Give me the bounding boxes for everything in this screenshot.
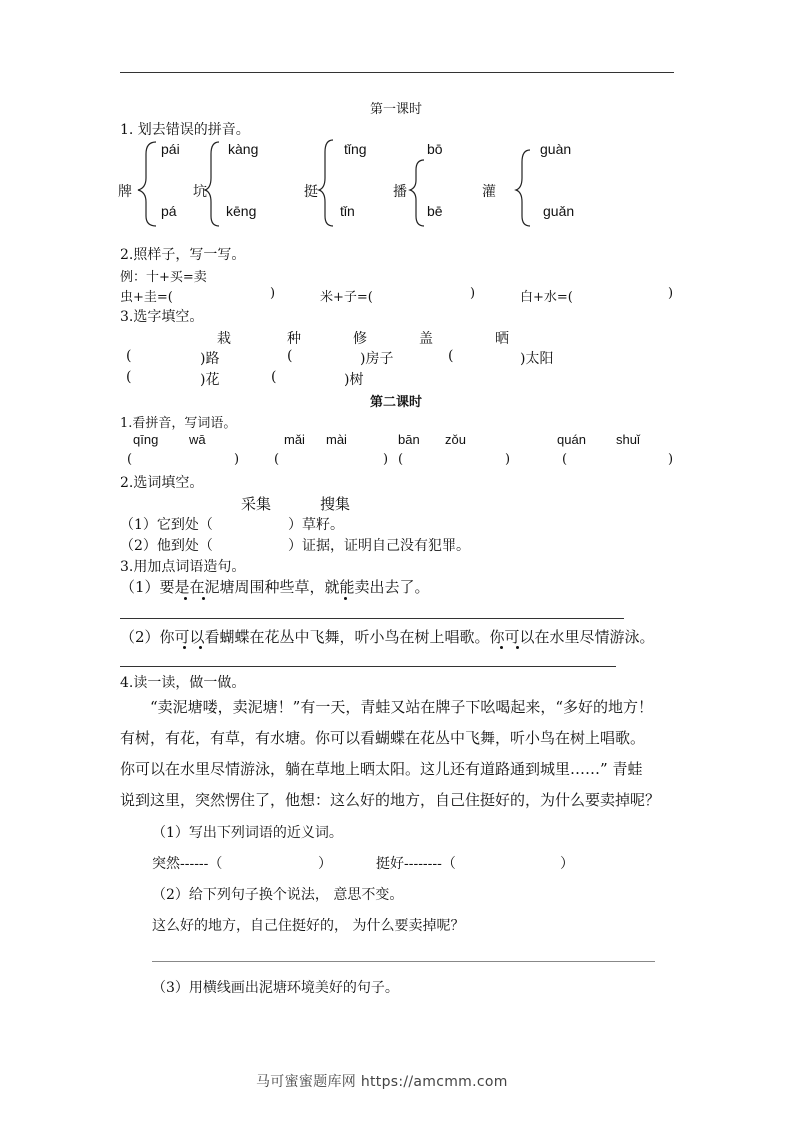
q3-char-gai: 盖 [419, 331, 433, 347]
q4-sub2: （2）给下列句子换个说法， 意思不变。 [152, 887, 404, 903]
q2-item1-close: ) [270, 286, 276, 301]
emphasis-dot-jiu [344, 597, 347, 600]
l2q1-close3: ) [505, 452, 511, 467]
answer-line-3 [152, 961, 655, 962]
answer-line-1 [120, 618, 624, 619]
l2q1-open4: ( [562, 452, 568, 467]
pinyin-ting-bottom: tǐn [340, 203, 355, 219]
char-ting: 挺 [304, 184, 318, 200]
l2q2-s2-a: （2）他到处（ [120, 538, 213, 554]
word-souji: 搜集 [320, 495, 351, 513]
q2-item3-open: 白+水=( [520, 290, 573, 305]
l2q1-open1: ( [127, 452, 133, 467]
emphasis-dot-ke2 [500, 646, 503, 649]
lesson1-title: 第一课时 [370, 102, 423, 117]
q3-r2-shu: )树 [344, 372, 364, 388]
pinyin-qing: qīng [133, 432, 159, 447]
q3-r1-lu: )路 [200, 351, 220, 367]
l2q1-close2: ) [383, 452, 389, 467]
pinyin-ban: bān [398, 432, 420, 447]
q3-r1-open3: ( [448, 348, 454, 364]
l2q3-sentence1: （1）要是在泥塘周围种些草，就能卖出去了。 [120, 578, 430, 596]
q3-r1-open1: ( [126, 348, 132, 364]
l2q1-close1: ) [234, 452, 240, 467]
char-guan: 灌 [482, 184, 496, 200]
pinyin-pai-top: pái [161, 141, 180, 157]
l2-q3-prompt: 3.用加点词语造句。 [120, 559, 246, 575]
brace-pai [138, 142, 156, 226]
l2q3-sentence2: （2）你可以看蝴蝶在花丛中飞舞，听小鸟在树上唱歌。你可以在水里尽情游泳。 [120, 628, 655, 646]
q4-sentence: 这么好的地方，自己住挺好的， 为什么要卖掉呢？ [152, 918, 465, 934]
pinyin-keng-bottom: kēng [226, 203, 257, 219]
pinyin-keng-top: kàng [228, 141, 259, 157]
syn-tinghao-close: ） [560, 856, 574, 872]
q3-r1-fangzi: )房子 [360, 351, 394, 367]
q3-char-zhong: 种 [287, 331, 301, 347]
l2-q2-prompt: 2.选词填空。 [120, 475, 204, 491]
l2-q1-prompt: 1.看拼音，写词语。 [120, 416, 237, 431]
pinyin-guan-bottom: guǎn [543, 203, 575, 219]
pinyin-pai-bottom: pá [161, 203, 177, 219]
brace-guan [516, 150, 530, 226]
lesson2-title: 第二课时 [370, 395, 423, 410]
pinyin-zou: zǒu [445, 432, 466, 447]
syn-turan: 突然------（ [152, 856, 223, 872]
char-keng: 坑 [193, 184, 207, 200]
emphasis-dot-yi1 [199, 646, 202, 649]
q4-sub3: （3）用横线画出泥塘环境美好的句子。 [152, 980, 399, 996]
pinyin-shui: shuǐ [616, 432, 640, 447]
q3-r2-open1: ( [126, 369, 132, 385]
pinyin-wa: wā [189, 432, 206, 447]
l2q1-open2: ( [274, 452, 280, 467]
emphasis-dot-ke1 [183, 646, 186, 649]
syn-turan-close: ） [318, 856, 332, 872]
answer-line-2 [120, 666, 616, 667]
q2-item3-close: ) [668, 286, 674, 301]
site-footer: 马可蜜蜜题库网 https://amcmm.com [256, 1074, 508, 1090]
passage-line-4: 说到这里，突然愣住了，他想：这么好的地方，自己住挺好的，为什么要卖掉呢？ [120, 791, 661, 809]
pinyin-braces [0, 0, 793, 240]
q3-r1-taiyang: )太阳 [520, 351, 554, 367]
q3-char-zai: 栽 [217, 331, 231, 347]
l2q2-s2-b: ）证据，证明自己没有犯罪。 [288, 538, 470, 554]
q3-r1-open2: ( [287, 348, 293, 364]
q2-item1-open: 虫+圭=( [120, 290, 173, 305]
pinyin-ting-top: tǐng [344, 141, 367, 157]
brace-ting [319, 140, 333, 226]
brace-kang [205, 142, 219, 226]
pinyin-bo-top: bō [427, 141, 443, 157]
char-pai: 牌 [118, 184, 132, 200]
pinyin-quan: quán [557, 432, 586, 447]
q2-prompt: 2.照样子，写一写。 [120, 247, 246, 263]
q2-example: 例：十+买=卖 [120, 270, 207, 285]
pinyin-mai3: mǎi [284, 432, 305, 447]
l2q1-open3: ( [398, 452, 404, 467]
q3-r2-open2: ( [271, 369, 277, 385]
q2-item2-close: ) [470, 286, 476, 301]
q4-sub1: （1）写出下列词语的近义词。 [152, 825, 343, 841]
passage-line-2: 有树，有花，有草，有水塘。你可以看蝴蝶在花丛中飞舞，听小鸟在树上唱歌。 [120, 729, 646, 747]
char-bo: 播 [393, 184, 407, 200]
emphasis-dot-yao [184, 597, 187, 600]
emphasis-dot-yi2 [516, 646, 519, 649]
q3-char-xiu: 修 [353, 331, 367, 347]
passage-line-1: “卖泥塘喽，卖泥塘！”有一天，青蛙又站在牌子下吆喝起来，“多好的地方！ [150, 698, 654, 716]
q3-prompt: 3.选字填空。 [120, 309, 204, 325]
word-caiji: 采集 [241, 495, 272, 513]
pinyin-mai4: mài [326, 432, 347, 447]
l2q2-s1-a: （1）它到处（ [120, 517, 213, 533]
q1-prompt: 1. 划去错误的拼音。 [120, 122, 250, 138]
q3-r2-hua: )花 [200, 372, 220, 388]
l2q2-s1-b: ）草籽。 [288, 517, 344, 533]
q3-char-shai: 晒 [495, 331, 509, 347]
emphasis-dot-shi [202, 597, 205, 600]
pinyin-bo-bottom: bē [427, 203, 443, 219]
l2-q4-prompt: 4.读一读，做一做。 [120, 675, 246, 691]
syn-tinghao: 挺好--------（ [376, 856, 456, 872]
l2q1-close4: ) [668, 452, 674, 467]
passage-line-3: 你可以在水里尽情游泳，躺在草地上晒太阳。这儿还有道路通到城里……” 青蛙 [120, 760, 643, 778]
brace-bo [410, 160, 424, 226]
q2-item2-open: 米+子=( [320, 290, 373, 305]
pinyin-guan-top: guàn [540, 141, 572, 157]
